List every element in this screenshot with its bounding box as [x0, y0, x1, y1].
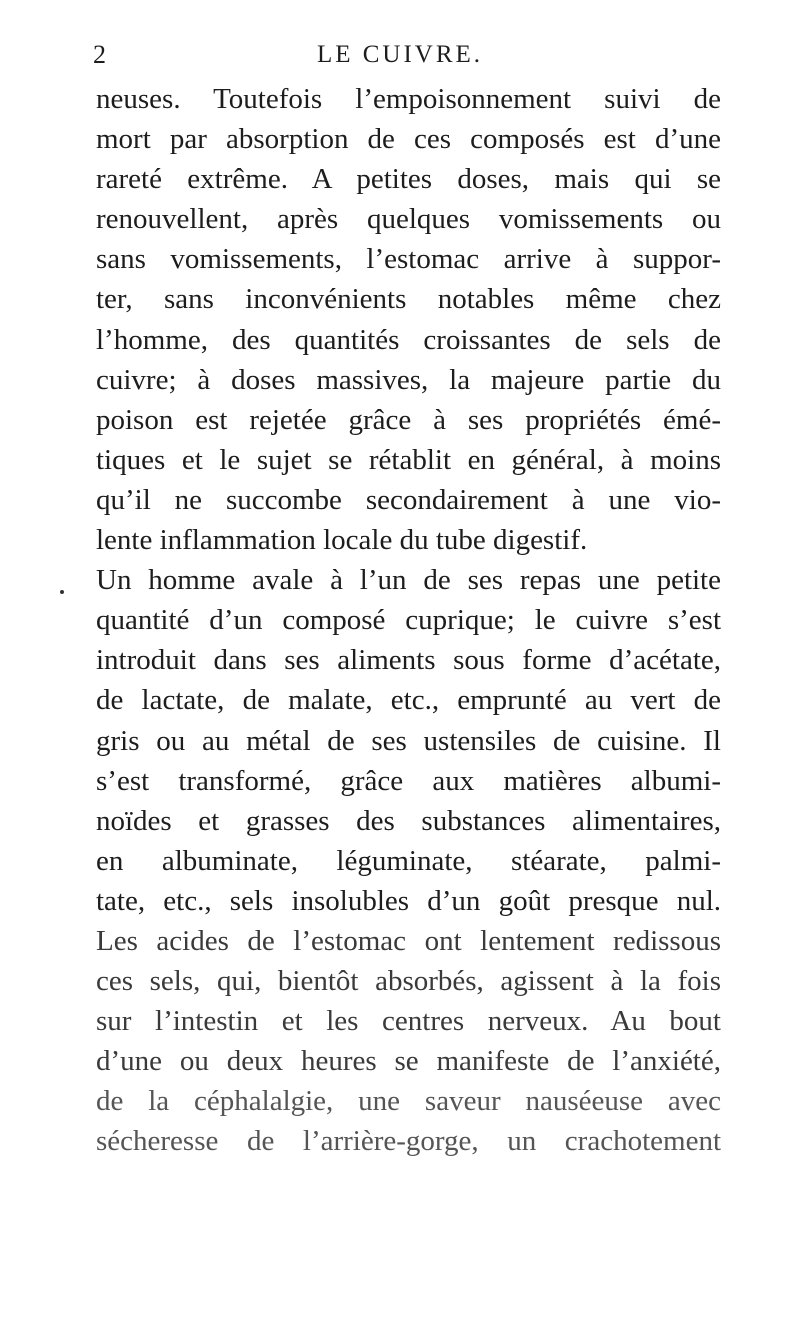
text-line-24: sur l’intestin et les centres nerveux. Au bout [96, 1005, 721, 1038]
text-line-27: sécheresse de l’arrière-gorge, un crachotement [96, 1125, 721, 1158]
text-line-12: lente inflammation locale du tube digestif. [96, 524, 588, 557]
text-line-15: introduit dans ses aliments sous forme d’acétate, [96, 644, 721, 677]
text-line-5: sans vomissements, l’estomac arrive à suppor- [96, 243, 721, 276]
text-line-17: gris ou au métal de ses ustensiles de cuisine. Il [96, 724, 721, 757]
text-line-23: ces sels, qui, bientôt absorbés, agissent à la fois [96, 965, 721, 998]
text-line-20: en albuminate, léguminate, stéarate, palmi- [96, 844, 721, 877]
text-line-18: s’est transformé, grâce aux matières albumi- [96, 764, 721, 797]
text-line-7: l’homme, des quantités croissantes de sels de [96, 323, 721, 356]
text-line-16: de lactate, de malate, etc., emprunté au vert de [96, 684, 721, 717]
page-number: 2 [93, 40, 107, 69]
text-line-14: quantité d’un composé cuprique; le cuivre s’est [96, 604, 721, 637]
text-line-8: cuivre; à doses massives, la majeure partie du [96, 363, 721, 396]
text-line-22: Les acides de l’estomac ont lentement redissous [96, 924, 721, 957]
text-line-19: noïdes et grasses des substances alimentaires, [96, 804, 721, 837]
text-line-26: de la céphalalgie, une saveur nauséeuse avec [96, 1085, 721, 1118]
text-line-11: qu’il ne succombe secondairement à une vio- [96, 483, 721, 516]
text-line-2: mort par absorption de ces composés est d’une [96, 123, 721, 156]
text-line-9: poison est rejetée grâce à ses propriétés émé- [96, 403, 721, 436]
text-line-13: Un homme avale à l’un de ses repas une petite [96, 564, 721, 597]
text-line-10: tiques et le sujet se rétablit en général, à moins [96, 443, 721, 476]
text-line-3: rareté extrême. A petites doses, mais qui se [96, 163, 721, 196]
text-line-6: ter, sans inconvénients notables même chez [96, 283, 721, 316]
text-line-21: tate, etc., sels insolubles d’un goût presque nul. [96, 884, 721, 917]
text-line-1: neuses. Toutefois l’empoisonnement suivi de [96, 83, 721, 115]
text-line-4: renouvellent, après quelques vomissements ou [96, 203, 721, 236]
running-title: LE CUIVRE. [316, 41, 484, 68]
body-text [96, 79, 721, 1162]
text-line-25: d’une ou deux heures se manifeste de l’anxiété, [96, 1045, 721, 1078]
margin-dot [60, 590, 64, 594]
